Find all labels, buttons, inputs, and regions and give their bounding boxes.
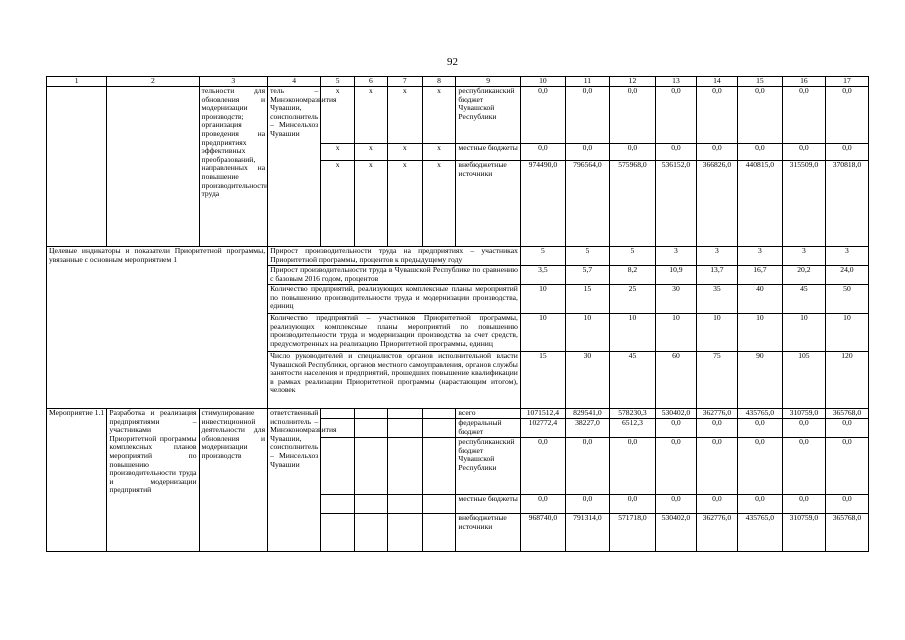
indicator-value: 24,0 (825, 266, 868, 285)
indicator-value: 10 (565, 314, 609, 352)
value-cell: 0,0 (737, 438, 782, 495)
value-cell: 571718,0 (609, 514, 655, 552)
indicator-value: 10 (782, 314, 825, 352)
value-cell: 0,0 (696, 438, 737, 495)
value-cell: 0,0 (825, 495, 868, 514)
code-cell: x (321, 87, 355, 144)
value-cell: 0,0 (655, 495, 696, 514)
empty-cell (422, 495, 456, 514)
indicator-value: 50 (825, 285, 868, 314)
indicator-value: 10 (609, 314, 655, 352)
column-number: 9 (456, 77, 520, 87)
empty-cell (422, 514, 456, 552)
code-cell: x (355, 161, 388, 247)
value-cell: 0,0 (565, 144, 609, 161)
page-number: 92 (447, 56, 458, 68)
column-number: 14 (696, 77, 737, 87)
funding-source-cell: республиканский бюджет Чувашской Республики (456, 438, 520, 495)
value-cell: 6512,3 (609, 419, 655, 438)
measure-task: стимулирование инвестиционной деятельности для обновления и модернизации производств (199, 409, 268, 552)
funding-source-cell: внебюджетные источники (456, 161, 520, 247)
measure-title: Мероприятие 1.1 (47, 409, 107, 552)
empty-cell (387, 495, 422, 514)
empty-cell (422, 419, 456, 438)
indicator-value: 3 (737, 247, 782, 266)
value-cell: 578230,3 (609, 409, 655, 419)
measure-executor: ответственный исполнитель – Минэкономразвития Чувашии, соисполнитель – Минсельхоз Чувашии (268, 409, 321, 552)
indicator-text: Число руководителей и специалистов органов исполнительной власти Чувашской Республики, органов местного самоуправления, органов службы занятости населения и предприятий, прошедших повышение квалификации в рамках реализации Приоритетной программы (нарастающим итогом), человек (268, 352, 521, 409)
value-cell: 38227,0 (565, 419, 609, 438)
value-cell: 365768,0 (825, 409, 868, 419)
empty-cell (355, 438, 388, 495)
code-cell: x (422, 161, 456, 247)
indicator-value: 30 (655, 285, 696, 314)
indicator-value: 10 (825, 314, 868, 352)
value-cell: 0,0 (696, 495, 737, 514)
indicator-value: 75 (696, 352, 737, 409)
empty-cell (387, 514, 422, 552)
indicator-value: 35 (696, 285, 737, 314)
value-cell: 0,0 (782, 144, 825, 161)
empty-cell (321, 514, 355, 552)
indicator-value: 3 (825, 247, 868, 266)
value-cell: 0,0 (782, 419, 825, 438)
value-cell: 0,0 (737, 495, 782, 514)
empty-cell (387, 419, 422, 438)
indicator-row (47, 247, 869, 266)
empty-cell (355, 409, 388, 419)
column-number: 12 (609, 77, 655, 87)
funding-source-cell: всего (456, 409, 520, 419)
funding-source-cell: местные бюджеты (456, 495, 520, 514)
indicator-value: 30 (565, 352, 609, 409)
column-number: 11 (565, 77, 609, 87)
value-cell: 0,0 (655, 144, 696, 161)
blank-cell (107, 87, 199, 247)
empty-cell (422, 438, 456, 495)
indicator-value: 20,2 (782, 266, 825, 285)
indicator-value: 5 (565, 247, 609, 266)
value-cell: 0,0 (696, 87, 737, 144)
indicator-text: Прирост производительности труда в Чувашской Республике по сравнению с базовым 2016 годом, процентов (268, 266, 521, 285)
value-cell: 0,0 (655, 419, 696, 438)
value-cell: 0,0 (825, 144, 868, 161)
value-cell: 0,0 (825, 87, 868, 144)
indicator-value: 15 (565, 285, 609, 314)
value-cell: 575968,0 (609, 161, 655, 247)
indicator-value: 8,2 (609, 266, 655, 285)
value-cell: 0,0 (609, 87, 655, 144)
value-cell: 0,0 (609, 438, 655, 495)
indicator-value: 3 (782, 247, 825, 266)
indicator-value: 10 (737, 314, 782, 352)
value-cell: 829541,0 (565, 409, 609, 419)
column-number: 1 (47, 77, 107, 87)
measure-content-cell: тельности для обновления и модернизации производств; организация проведения на предприятиях эффективных преобразований, направленных на повышение производительности труда (199, 87, 268, 247)
value-cell: 310759,0 (782, 514, 825, 552)
column-number: 8 (422, 77, 456, 87)
code-cell: x (387, 144, 422, 161)
indicator-text: Количество предприятий – участников Приоритетной программы, реализующих комплексные планы мероприятий по повышению производительности труда и модернизации производства за счет средств, предусмотренных на реализацию Приоритетной программы, единиц (268, 314, 521, 352)
column-number: 13 (655, 77, 696, 87)
empty-cell (355, 514, 388, 552)
value-cell: 0,0 (696, 419, 737, 438)
empty-cell (321, 495, 355, 514)
value-cell: 0,0 (655, 87, 696, 144)
indicator-text: Прирост производительности труда на предприятиях – участниках Приоритетной программы, процентов к предыдущему году (268, 247, 521, 266)
code-cell: x (355, 87, 388, 144)
funding-source-cell: внебюджетные источники (456, 514, 520, 552)
value-cell: 0,0 (520, 495, 565, 514)
value-cell: 0,0 (609, 144, 655, 161)
indicator-value: 120 (825, 352, 868, 409)
indicator-value: 13,7 (696, 266, 737, 285)
indicator-value: 16,7 (737, 266, 782, 285)
column-number: 4 (268, 77, 321, 87)
value-cell: 0,0 (782, 438, 825, 495)
indicators-label: Целевые индикаторы и показатели Приоритетной программы, увязанные с основным мероприятием 1 (47, 247, 268, 409)
indicator-value: 25 (609, 285, 655, 314)
empty-cell (355, 495, 388, 514)
column-number: 10 (520, 77, 565, 87)
value-cell: 362776,0 (696, 409, 737, 419)
header-row (47, 77, 869, 87)
indicator-value: 90 (737, 352, 782, 409)
indicator-value: 10,9 (655, 266, 696, 285)
value-cell: 0,0 (609, 495, 655, 514)
program-table (46, 76, 869, 552)
value-cell: 0,0 (696, 144, 737, 161)
indicator-value: 45 (609, 352, 655, 409)
column-number: 6 (355, 77, 388, 87)
value-cell: 310759,0 (782, 409, 825, 419)
code-cell: x (321, 144, 355, 161)
value-cell: 796564,0 (565, 161, 609, 247)
indicator-value: 15 (520, 352, 565, 409)
value-cell: 0,0 (520, 87, 565, 144)
indicator-value: 45 (782, 285, 825, 314)
indicator-value: 3,5 (520, 266, 565, 285)
value-cell: 0,0 (782, 495, 825, 514)
value-cell: 968740,0 (520, 514, 565, 552)
value-cell: 0,0 (825, 419, 868, 438)
value-cell: 0,0 (520, 144, 565, 161)
value-cell: 536152,0 (655, 161, 696, 247)
measure-row (47, 409, 869, 419)
value-cell: 530402,0 (655, 514, 696, 552)
empty-cell (321, 438, 355, 495)
value-cell: 0,0 (737, 419, 782, 438)
column-number: 3 (199, 77, 268, 87)
value-cell: 530402,0 (655, 409, 696, 419)
empty-cell (387, 438, 422, 495)
indicator-value: 60 (655, 352, 696, 409)
indicator-value: 10 (520, 314, 565, 352)
code-cell: x (355, 144, 388, 161)
indicator-value: 10 (696, 314, 737, 352)
value-cell: 365768,0 (825, 514, 868, 552)
value-cell: 366826,0 (696, 161, 737, 247)
value-cell: 0,0 (565, 87, 609, 144)
table-row (47, 87, 869, 144)
indicator-value: 10 (655, 314, 696, 352)
value-cell: 362776,0 (696, 514, 737, 552)
indicator-value: 3 (655, 247, 696, 266)
funding-source-cell: федеральный бюджет (456, 419, 520, 438)
value-cell: 435765,0 (737, 514, 782, 552)
value-cell: 0,0 (565, 438, 609, 495)
value-cell: 0,0 (655, 438, 696, 495)
value-cell: 370818,0 (825, 161, 868, 247)
executor-cell: тель – Минэкономразвития Чувашии, соисполнитель – Минсельхоз Чувашии (268, 87, 321, 247)
indicator-value: 5 (520, 247, 565, 266)
value-cell: 440815,0 (737, 161, 782, 247)
indicator-value: 5 (609, 247, 655, 266)
code-cell: x (422, 144, 456, 161)
indicator-value: 3 (696, 247, 737, 266)
column-number: 7 (387, 77, 422, 87)
column-number: 17 (825, 77, 868, 87)
value-cell: 791314,0 (565, 514, 609, 552)
value-cell: 1071512,4 (520, 409, 565, 419)
column-number: 16 (782, 77, 825, 87)
value-cell: 0,0 (520, 438, 565, 495)
column-number: 5 (321, 77, 355, 87)
value-cell: 0,0 (737, 87, 782, 144)
indicator-value: 105 (782, 352, 825, 409)
value-cell: 435765,0 (737, 409, 782, 419)
code-cell: x (387, 161, 422, 247)
indicator-value: 40 (737, 285, 782, 314)
funding-source-cell: местные бюджеты (456, 144, 520, 161)
code-cell: x (422, 87, 456, 144)
value-cell: 974490,0 (520, 161, 565, 247)
empty-cell (355, 419, 388, 438)
value-cell: 0,0 (825, 438, 868, 495)
indicator-value: 10 (520, 285, 565, 314)
blank-cell (47, 87, 107, 247)
funding-source-cell: республиканский бюджет Чувашской Республики (456, 87, 520, 144)
measure-name: Разработка и реализация предприятиями – участниками Приоритетной программы комплексных планов мероприятий по повышению производительности труда и модернизации предприятий (107, 409, 199, 552)
indicator-text: Количество предприятий, реализующих комплексные планы мероприятий по повышению производительности труда и модернизации производства, единиц (268, 285, 521, 314)
value-cell: 0,0 (737, 144, 782, 161)
value-cell: 102772,4 (520, 419, 565, 438)
empty-cell (422, 409, 456, 419)
code-cell: x (387, 87, 422, 144)
empty-cell (387, 409, 422, 419)
column-number: 15 (737, 77, 782, 87)
indicator-value: 5,7 (565, 266, 609, 285)
empty-cell (321, 409, 355, 419)
code-cell: x (321, 161, 355, 247)
column-number: 2 (107, 77, 199, 87)
value-cell: 0,0 (782, 87, 825, 144)
value-cell: 315509,0 (782, 161, 825, 247)
value-cell: 0,0 (565, 495, 609, 514)
